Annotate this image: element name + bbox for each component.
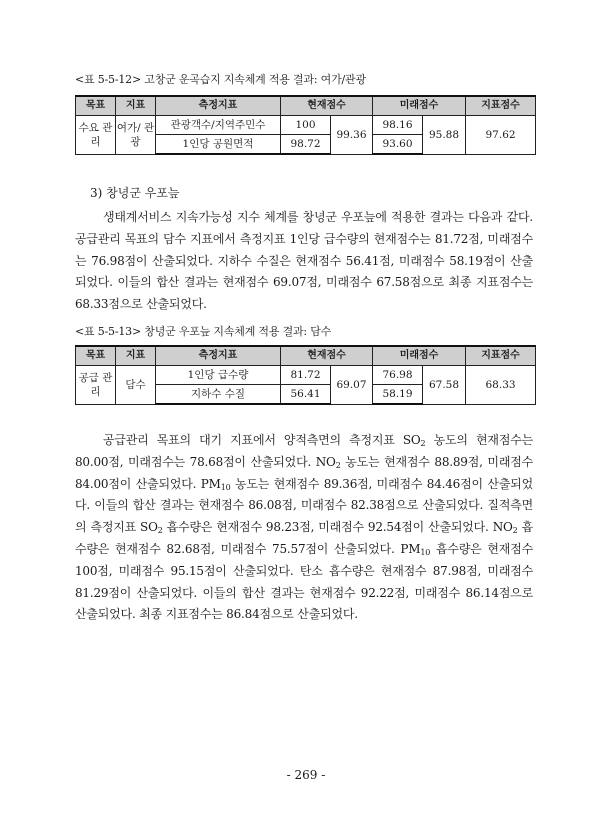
table1-header-goal: 목표 xyxy=(76,96,116,116)
subscript: 2 xyxy=(512,526,518,536)
paragraph-2-text: 농도는 현재점수 88.89점, 미래점수 84.00점이 산출되었다. PM xyxy=(75,454,533,491)
table1-current: 100 xyxy=(281,116,331,135)
subscript: 10 xyxy=(420,547,431,557)
paragraph-2-text: 흡수량은 현재점수 100점, 미래점수 95.15점이 산출되었다. 탄소 흡수량은 현재점수 87.98점, 미래점수 81.29점이 산출되었다. 이들의 합산 결과는 현재점수 92.22점, 미래점수 86.14점으로 산출되었다. 최종 지표점수는 86.84점으로 산출되었다. xyxy=(75,541,533,622)
paragraph-2-text: 흡수량은 현재점수 98.23점, 미래점수 92.54점이 산출되었다. NO xyxy=(162,520,513,535)
table2-measure: 1인당 급수량 xyxy=(156,366,281,385)
table2-future: 58.19 xyxy=(373,385,423,405)
paragraph-2-text: 흡수량은 현재점수 82.68점, 미래점수 75.57점이 산출되었다. PM xyxy=(75,520,533,556)
table2-measure: 지하수 수질 xyxy=(156,385,281,405)
table2-future-total: 67.58 xyxy=(423,366,466,405)
table-row xyxy=(76,116,536,135)
table1-header-indicator: 지표 xyxy=(116,96,156,116)
table-row xyxy=(76,366,536,385)
table2-header-index: 지표점수 xyxy=(466,346,536,366)
subscript: 10 xyxy=(220,482,231,492)
table1-current: 98.72 xyxy=(281,135,331,155)
table1-header-measure: 측정지표 xyxy=(156,96,281,116)
table1-index-score: 97.62 xyxy=(466,116,536,155)
table2-header-current: 현재점수 xyxy=(281,346,373,366)
table2-current-total: 69.07 xyxy=(331,366,373,405)
table2-caption: <표 5-5-13> 창녕군 우포늪 지속체계 적용 결과: 담수 xyxy=(75,325,332,338)
paragraph-2-text: 공급관리 목표의 대기 지표에서 양적측면의 측정지표 SO xyxy=(103,433,421,447)
paragraph-2-text: 농도는 현재점수 89.36점, 미래점수 84.46점이 산출되었다. 이들의 합산 결과는 현재점수 86.08점, 미래점수 82.38점으로 산출되었다. 질적측면의 측정지표 SO xyxy=(75,476,533,535)
table2-header-indicator: 지표 xyxy=(116,346,156,366)
table2-indicator: 담수 xyxy=(116,366,156,405)
table1-header-index: 지표점수 xyxy=(466,96,536,116)
table1-header-row xyxy=(76,96,536,116)
table2-index-score: 68.33 xyxy=(466,366,536,405)
table2-future: 76.98 xyxy=(373,366,423,385)
table1-header-current: 현재점수 xyxy=(281,96,373,116)
table1-current-total: 99.36 xyxy=(331,116,373,155)
table1-measure: 1인당 공원면적 xyxy=(156,135,281,155)
table2-header-goal: 목표 xyxy=(76,346,116,366)
table1-measure: 관광객수/지역주민수 xyxy=(156,116,281,135)
table1-future: 93.60 xyxy=(373,135,423,155)
paragraph-2-text: 농도의 현재점수는 80.00점, 미래점수는 78.68점이 산출되었다. NO xyxy=(75,433,533,469)
section-heading: 3) 창녕군 우포늪 xyxy=(90,186,180,200)
table2-header-measure: 측정지표 xyxy=(156,346,281,366)
table1-caption: <표 5-5-12> 고창군 운곡습지 지속체계 적용 결과: 여가/관광 xyxy=(75,73,366,86)
table1-future-total: 95.88 xyxy=(423,116,466,155)
paragraph-2 xyxy=(75,430,533,626)
table1-future: 98.16 xyxy=(373,116,423,135)
page-number: - 269 - xyxy=(286,768,326,782)
subscript: 2 xyxy=(420,439,426,448)
table1-goal: 수요 관리 xyxy=(76,116,116,155)
subscript: 2 xyxy=(335,460,341,470)
table1-header-future: 미래점수 xyxy=(373,96,466,116)
table1-indicator: 여가/ 관광 xyxy=(116,116,156,155)
table2-current: 56.41 xyxy=(281,385,331,405)
table2-header-row xyxy=(76,346,536,366)
table2-current: 81.72 xyxy=(281,366,331,385)
subscript: 2 xyxy=(157,526,163,536)
table2 xyxy=(75,345,536,405)
table2-header-future: 미래점수 xyxy=(373,346,466,366)
table2-goal: 공급 관리 xyxy=(76,366,116,405)
table1 xyxy=(75,95,536,155)
paragraph-1: 생태계서비스 지속가능성 지수 체계를 창녕군 우포늪에 적용한 결과는 다음과 같다. 공급관리 목표의 담수 지표에서 측정지표 1인당 급수량의 현재점수는 81.72점, 미래점수는 76.98점이 산출되었다. 지하수 수질은 현재점수 56.41점, 미래점수 58.19점이 산출되었다. 이들의 합산 결과는 현재점수 69.07점, 미래점수 67.58점으로 최종 지표점수는 68.33점으로 산출되었다. xyxy=(75,210,533,312)
